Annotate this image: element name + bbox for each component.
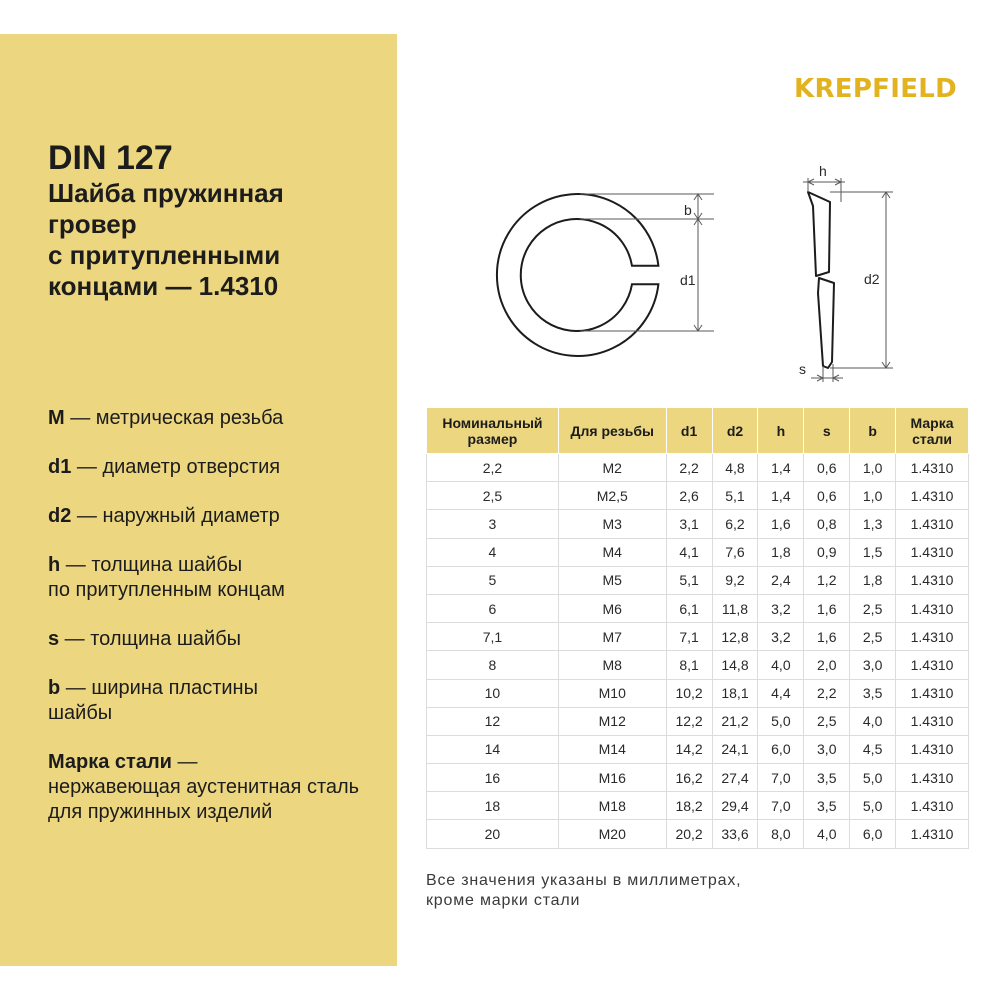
cell-h: 4,4 xyxy=(758,679,804,707)
cell-nominal: 3 xyxy=(427,510,559,538)
table-row xyxy=(427,764,969,792)
cell-d1: 3,1 xyxy=(666,510,712,538)
cell-steel: 1.4310 xyxy=(896,707,969,735)
cell-b: 1,0 xyxy=(850,454,896,482)
cell-thread: M20 xyxy=(558,820,666,848)
legend-key: b xyxy=(48,677,61,699)
cell-s: 1,2 xyxy=(804,566,850,594)
table-row xyxy=(427,566,969,594)
specifications-table xyxy=(426,407,969,849)
cell-h: 1,8 xyxy=(758,538,804,566)
washer-side-lower xyxy=(818,278,834,368)
cell-s: 3,5 xyxy=(804,792,850,820)
cell-steel: 1.4310 xyxy=(896,623,969,651)
cell-nominal: 20 xyxy=(427,820,559,848)
legend-key: s xyxy=(48,628,60,650)
cell-thread: M5 xyxy=(558,566,666,594)
cell-d1: 4,1 xyxy=(666,538,712,566)
washer-front-view xyxy=(470,160,750,390)
table-row xyxy=(427,538,969,566)
title-block xyxy=(48,138,388,302)
cell-h: 1,4 xyxy=(758,454,804,482)
washer-ring-outline xyxy=(497,194,658,356)
cell-nominal: 18 xyxy=(427,792,559,820)
cell-h: 8,0 xyxy=(758,820,804,848)
brand-logo: KREPFIELD xyxy=(794,74,958,104)
legend-key: M xyxy=(48,407,65,429)
cell-d1: 6,1 xyxy=(666,594,712,622)
legend-text: толщина шайбы xyxy=(91,554,243,576)
legend-item-s xyxy=(48,627,388,652)
cell-nominal: 4 xyxy=(427,538,559,566)
cell-steel: 1.4310 xyxy=(896,482,969,510)
header-steel-grade xyxy=(896,408,969,454)
cell-d1: 20,2 xyxy=(666,820,712,848)
cell-d2: 4,8 xyxy=(712,454,758,482)
cell-d2: 18,1 xyxy=(712,679,758,707)
cell-nominal: 2,5 xyxy=(427,482,559,510)
header-steel-line2: стали xyxy=(912,430,952,447)
cell-d2: 9,2 xyxy=(712,566,758,594)
cell-d2: 29,4 xyxy=(712,792,758,820)
title-line-3: с притупленными xyxy=(48,240,281,270)
legend-sep: — xyxy=(60,554,92,576)
legend-sep: — xyxy=(171,751,198,773)
header-thread: Для резьбы xyxy=(558,408,666,454)
cell-h: 3,2 xyxy=(758,623,804,651)
cell-s: 3,0 xyxy=(804,735,850,763)
legend-item-b xyxy=(48,676,388,726)
cell-nominal: 10 xyxy=(427,679,559,707)
cell-d1: 2,6 xyxy=(666,482,712,510)
table-row xyxy=(427,594,969,622)
cell-thread: M6 xyxy=(558,594,666,622)
cell-d2: 7,6 xyxy=(712,538,758,566)
footnote-line-2: кроме марки стали xyxy=(426,892,581,909)
cell-thread: M8 xyxy=(558,651,666,679)
cell-nominal: 2,2 xyxy=(427,454,559,482)
cell-h: 6,0 xyxy=(758,735,804,763)
cell-thread: M14 xyxy=(558,735,666,763)
footnote-line-1: Все значения указаны в миллиметрах, xyxy=(426,872,742,889)
cell-d1: 14,2 xyxy=(666,735,712,763)
dim-d1-label: d1 xyxy=(680,272,696,288)
cell-b: 2,5 xyxy=(850,594,896,622)
table-row xyxy=(427,735,969,763)
cell-d2: 12,8 xyxy=(712,623,758,651)
legend-item-m xyxy=(48,406,388,431)
legend-key: d2 xyxy=(48,505,72,527)
cell-b: 1,5 xyxy=(850,538,896,566)
cell-steel: 1.4310 xyxy=(896,820,969,848)
cell-s: 0,6 xyxy=(804,482,850,510)
legend-sep: — xyxy=(60,677,92,699)
cell-nominal: 14 xyxy=(427,735,559,763)
cell-b: 4,0 xyxy=(850,707,896,735)
table-row xyxy=(427,651,969,679)
cell-h: 2,4 xyxy=(758,566,804,594)
header-b: b xyxy=(850,408,896,454)
cell-d2: 21,2 xyxy=(712,707,758,735)
table-row xyxy=(427,510,969,538)
cell-s: 0,8 xyxy=(804,510,850,538)
cell-thread: M2 xyxy=(558,454,666,482)
cell-s: 0,6 xyxy=(804,454,850,482)
table-row xyxy=(427,707,969,735)
cell-h: 1,6 xyxy=(758,510,804,538)
cell-steel: 1.4310 xyxy=(896,538,969,566)
cell-s: 3,5 xyxy=(804,764,850,792)
table-row xyxy=(427,454,969,482)
title-line-2: гровер xyxy=(48,209,137,239)
header-h: h xyxy=(758,408,804,454)
cell-steel: 1.4310 xyxy=(896,679,969,707)
cell-steel: 1.4310 xyxy=(896,566,969,594)
header-nominal-line2: размер xyxy=(467,430,518,447)
legend-sep: — xyxy=(64,407,96,429)
cell-thread: M2,5 xyxy=(558,482,666,510)
legend-item-d2 xyxy=(48,504,388,529)
legend-text: наружный диаметр xyxy=(102,505,280,527)
cell-nominal: 12 xyxy=(427,707,559,735)
table-row xyxy=(427,482,969,510)
cell-b: 1,3 xyxy=(850,510,896,538)
legend-key: Марка стали xyxy=(48,751,172,773)
title-line-4: концами — 1.4310 xyxy=(48,271,279,301)
cell-d2: 5,1 xyxy=(712,482,758,510)
cell-steel: 1.4310 xyxy=(896,510,969,538)
legend-key: h xyxy=(48,554,61,576)
legend-item-h xyxy=(48,553,388,603)
standard-code: DIN 127 xyxy=(48,139,173,177)
cell-b: 1,0 xyxy=(850,482,896,510)
cell-b: 1,8 xyxy=(850,566,896,594)
cell-s: 0,9 xyxy=(804,538,850,566)
cell-s: 1,6 xyxy=(804,623,850,651)
cell-h: 5,0 xyxy=(758,707,804,735)
cell-b: 2,5 xyxy=(850,623,896,651)
legend-text-cont: нержавеющая аустенитная сталь для пружинных изделий xyxy=(48,776,360,823)
cell-thread: M7 xyxy=(558,623,666,651)
cell-steel: 1.4310 xyxy=(896,735,969,763)
cell-nominal: 7,1 xyxy=(427,623,559,651)
washer-side-upper xyxy=(808,192,830,276)
cell-nominal: 16 xyxy=(427,764,559,792)
legend-text-cont: по притупленным концам xyxy=(48,579,285,601)
cell-s: 1,6 xyxy=(804,594,850,622)
cell-d2: 27,4 xyxy=(712,764,758,792)
cell-s: 4,0 xyxy=(804,820,850,848)
header-s: s xyxy=(804,408,850,454)
legend-sep: — xyxy=(71,505,103,527)
cell-d2: 33,6 xyxy=(712,820,758,848)
cell-b: 4,5 xyxy=(850,735,896,763)
cell-b: 3,0 xyxy=(850,651,896,679)
header-nominal-line1: Номинальный xyxy=(442,414,543,431)
cell-d1: 12,2 xyxy=(666,707,712,735)
table-row xyxy=(427,623,969,651)
cell-h: 4,0 xyxy=(758,651,804,679)
legend-text-cont: шайбы xyxy=(48,702,113,724)
header-d1: d1 xyxy=(666,408,712,454)
dim-d2-label: d2 xyxy=(864,271,880,287)
legend-text: ширина пластины xyxy=(91,677,258,699)
legend xyxy=(48,406,388,849)
cell-thread: M4 xyxy=(558,538,666,566)
cell-thread: M3 xyxy=(558,510,666,538)
cell-d1: 18,2 xyxy=(666,792,712,820)
cell-d1: 16,2 xyxy=(666,764,712,792)
legend-text: метрическая резьба xyxy=(95,407,284,429)
legend-sep: — xyxy=(59,628,91,650)
cell-d2: 6,2 xyxy=(712,510,758,538)
title-line-1: Шайба пружинная xyxy=(48,178,284,208)
cell-b: 5,0 xyxy=(850,792,896,820)
cell-s: 2,0 xyxy=(804,651,850,679)
dim-h-label: h xyxy=(819,163,827,179)
legend-text: диаметр отверстия xyxy=(102,456,281,478)
table-row xyxy=(427,792,969,820)
legend-item-d1 xyxy=(48,455,388,480)
cell-d1: 5,1 xyxy=(666,566,712,594)
washer-side-view xyxy=(775,160,905,390)
cell-nominal: 5 xyxy=(427,566,559,594)
cell-steel: 1.4310 xyxy=(896,651,969,679)
legend-text: толщина шайбы xyxy=(90,628,242,650)
cell-b: 3,5 xyxy=(850,679,896,707)
header-steel-line1: Марка xyxy=(910,414,954,431)
cell-d1: 2,2 xyxy=(666,454,712,482)
cell-steel: 1.4310 xyxy=(896,454,969,482)
cell-h: 7,0 xyxy=(758,764,804,792)
cell-b: 6,0 xyxy=(850,820,896,848)
cell-h: 7,0 xyxy=(758,792,804,820)
cell-d1: 7,1 xyxy=(666,623,712,651)
header-nominal-size xyxy=(427,408,559,454)
table-header-row xyxy=(427,408,969,454)
dim-s-label: s xyxy=(799,361,806,377)
cell-d1: 10,2 xyxy=(666,679,712,707)
cell-nominal: 8 xyxy=(427,651,559,679)
table-row xyxy=(427,679,969,707)
units-footnote xyxy=(426,871,906,911)
cell-d2: 14,8 xyxy=(712,651,758,679)
cell-nominal: 6 xyxy=(427,594,559,622)
cell-d2: 24,1 xyxy=(712,735,758,763)
cell-d2: 11,8 xyxy=(712,594,758,622)
header-d2: d2 xyxy=(712,408,758,454)
legend-sep: — xyxy=(71,456,103,478)
cell-s: 2,5 xyxy=(804,707,850,735)
cell-thread: M10 xyxy=(558,679,666,707)
cell-h: 1,4 xyxy=(758,482,804,510)
cell-steel: 1.4310 xyxy=(896,792,969,820)
cell-thread: M18 xyxy=(558,792,666,820)
legend-item-steel-grade xyxy=(48,750,388,825)
cell-steel: 1.4310 xyxy=(896,764,969,792)
cell-s: 2,2 xyxy=(804,679,850,707)
legend-key: d1 xyxy=(48,456,72,478)
dim-b-label: b xyxy=(684,202,692,218)
cell-h: 3,2 xyxy=(758,594,804,622)
cell-steel: 1.4310 xyxy=(896,594,969,622)
table-row xyxy=(427,820,969,848)
cell-thread: M12 xyxy=(558,707,666,735)
cell-d1: 8,1 xyxy=(666,651,712,679)
cell-thread: M16 xyxy=(558,764,666,792)
cell-b: 5,0 xyxy=(850,764,896,792)
